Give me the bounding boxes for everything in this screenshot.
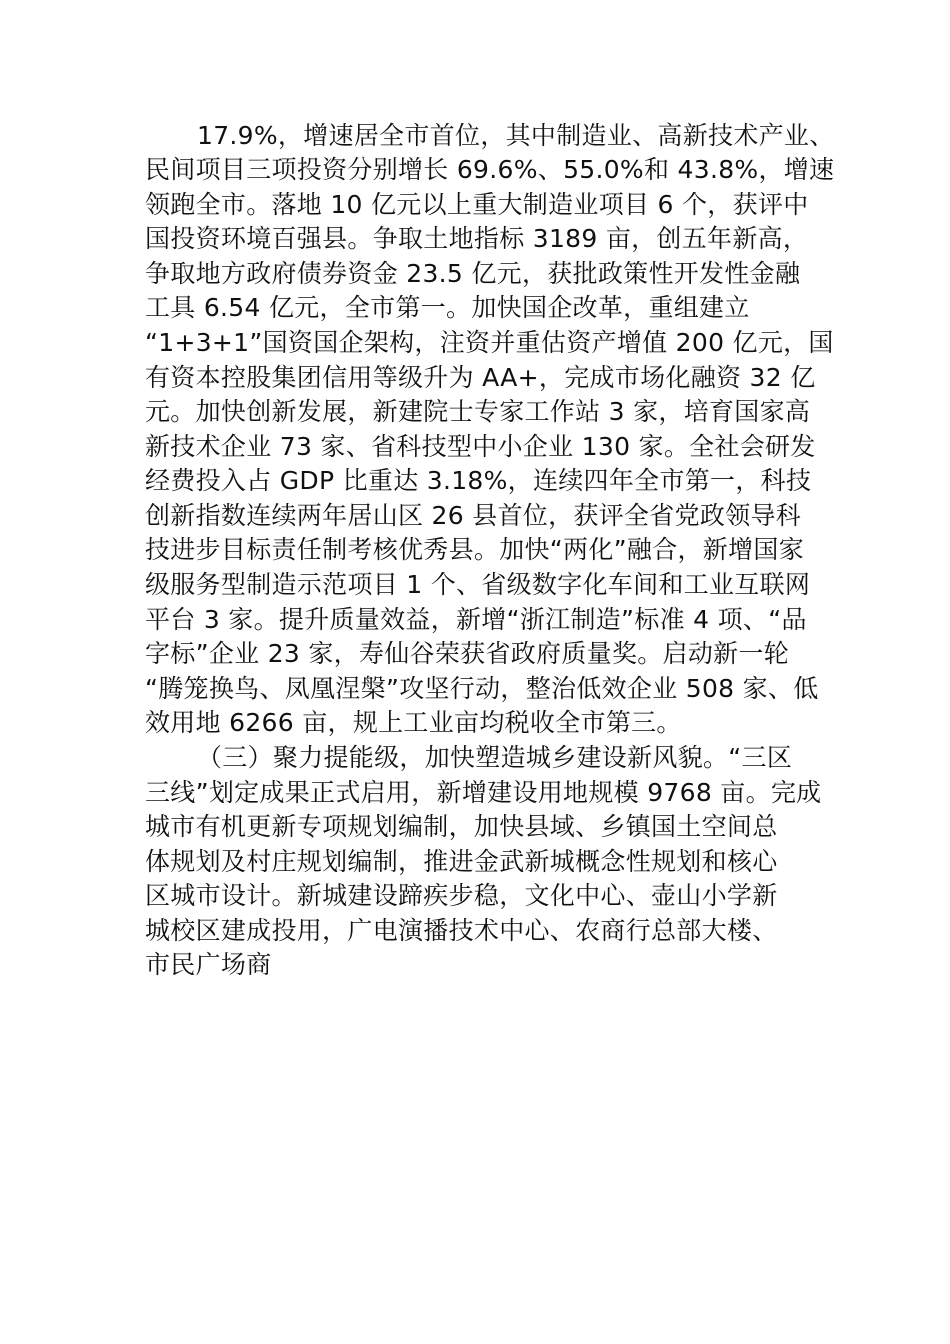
- text-line: 争取地方政府债券资金 23.5 亿元，获批政策性开发性金融: [145, 259, 801, 288]
- text-line: 市民广场商: [145, 950, 272, 979]
- text-line: 平台 3 家。提升质量效益，新增“浙江制造”标准 4 项、“品: [145, 605, 807, 634]
- text-line: 元。加快创新发展，新建院士专家工作站 3 家，培育国家高: [145, 397, 811, 426]
- text-line: 经费投入占 GDP 比重达 3.18%，连续四年全市第一，科技: [145, 466, 812, 495]
- text-line: “腾笼换鸟、凤凰涅槃”攻坚行动，整治低效企业 508 家、低: [145, 674, 819, 703]
- text-line: 效用地 6266 亩，规上工业亩均税收全市第三。: [145, 708, 682, 737]
- text-line: 城市有机更新专项规划编制，加快县域、乡镇国土空间总: [145, 812, 778, 841]
- text-line: 工具 6.54 亿元，全市第一。加快国企改革，重组建立: [145, 293, 750, 322]
- text-line: 字标”企业 23 家，寿仙谷荣获省政府质量奖。启动新一轮: [145, 639, 790, 668]
- text-line: 国投资环境百强县。争取土地指标 3189 亩，创五年新高，: [145, 224, 809, 253]
- text-line: 新技术企业 73 家、省科技型中小企业 130 家。全社会研发: [145, 432, 816, 461]
- text-line: 级服务型制造示范项目 1 个、省级数字化车间和工业互联网: [145, 570, 811, 599]
- text-line: “1+3+1”国资国企架构，注资并重估资产增值 200 亿元，国: [145, 328, 834, 357]
- text-line: 体规划及村庄规划编制，推进金武新城概念性规划和核心: [145, 847, 778, 876]
- text-line: 民间项目三项投资分别增长 69.6%、55.0%和 43.8%，增速: [145, 155, 835, 184]
- text-line: 创新指数连续两年居山区 26 县首位，获评全省党政领导科: [145, 501, 802, 530]
- text-line: 三线”划定成果正式启用，新增建设用地规模 9768 亩。完成: [145, 778, 822, 807]
- text-line: 17.9%，增速居全市首位，其中制造业、高新技术产业、: [197, 121, 835, 150]
- text-line: 领跑全市。落地 10 亿元以上重大制造业项目 6 个，获评中: [145, 190, 809, 219]
- text-line: 城校区建成投用，广电演播技术中心、农商行总部大楼、: [145, 916, 778, 945]
- text-line: 技进步目标责任制考核优秀县。加快“两化”融合，新增国家: [145, 535, 805, 564]
- text-line: 有资本控股集团信用等级升为 AA+，完成市场化融资 32 亿: [145, 363, 816, 392]
- section-heading-line: （三）聚力提能级，加快塑造城乡建设新风貌。“三区: [197, 743, 793, 772]
- text-line: 区城市设计。新城建设蹄疾步稳，文化中心、壶山小学新: [145, 881, 778, 910]
